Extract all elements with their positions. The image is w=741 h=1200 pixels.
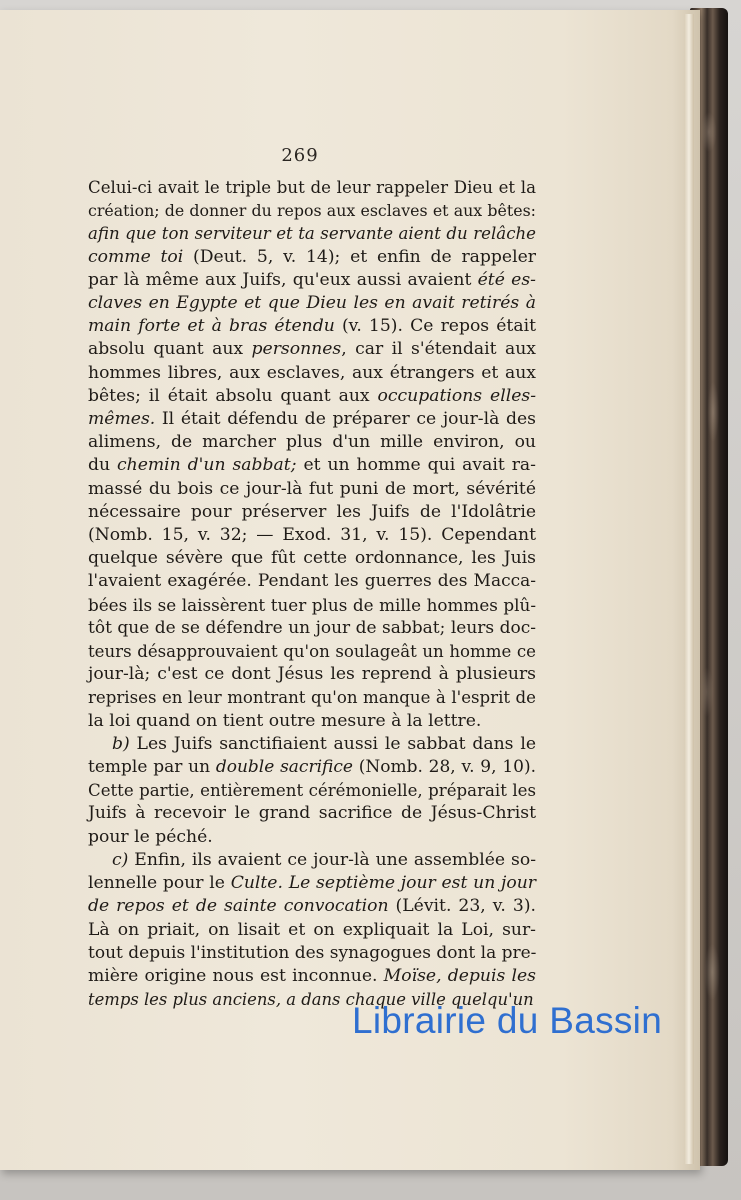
italic-run: Culte. Le septième jour est un jour — [230, 873, 536, 894]
italic-run: comme toi — [88, 246, 184, 267]
text-line — [88, 246, 536, 269]
text-line — [88, 199, 536, 222]
text-run: alimens, de marcher plus d'un mille environ, ou — [88, 432, 536, 453]
text-line — [88, 849, 536, 872]
italic-run: b) — [112, 733, 130, 754]
text-line — [88, 547, 536, 570]
italic-run: c) — [112, 849, 129, 870]
text-line — [88, 176, 536, 199]
text-run: (v. 15). Ce repos était — [334, 316, 536, 337]
text-line — [88, 663, 536, 686]
text-line — [88, 872, 536, 895]
text-line — [88, 478, 536, 501]
text-run: massé du bois ce jour-là fut puni de mort, sévérité — [88, 478, 536, 499]
text-run: Celui-ci avait le triple but de leur rappeler Dieu et la — [88, 178, 536, 197]
text-line — [88, 269, 536, 292]
italic-run: mêmes. — [88, 409, 156, 430]
text-line — [88, 919, 536, 942]
text-run: Il était défendu de préparer ce jour-là des — [155, 409, 536, 430]
text-line — [88, 756, 536, 779]
text-run: temple par un — [88, 757, 216, 778]
text-line — [88, 315, 536, 338]
italic-run: afin que ton serviteur et ta servante aient du relâche — [88, 224, 536, 244]
text-run: bêtes; il était absolu quant aux — [88, 385, 378, 406]
text-line — [88, 686, 536, 709]
body-text — [88, 176, 536, 1011]
text-line — [88, 779, 536, 802]
text-line — [88, 640, 536, 663]
text-run: Cette partie, entièrement cérémonielle, préparait les — [88, 781, 536, 801]
text-run: Là on priait, on lisait et on expliquait la Loi, sur- — [88, 919, 536, 940]
text-line — [88, 710, 536, 733]
text-run: (Nomb. 15, v. 32; — Exod. 31, v. 15). Cependant — [88, 525, 536, 546]
text-line — [88, 802, 536, 825]
text-run: Juifs à recevoir le grand sacrifice de Jésus-Christ — [88, 803, 536, 824]
italic-run: personnes — [251, 339, 342, 360]
italic-run: été es- — [477, 269, 536, 290]
text-run: hommes libres, aux esclaves, aux étrangers et aux — [88, 362, 536, 383]
text-run: bées ils se laissèrent tuer plus de mille hommes plû- — [88, 594, 536, 615]
text-run: (Deut. 5, v. 14); et enfin de rappeler — [183, 246, 536, 267]
text-line — [88, 594, 536, 617]
text-run: , car il s'étendait aux — [341, 339, 536, 360]
text-run: tôt que de se défendre un jour de sabbat; leurs doc- — [88, 617, 536, 638]
text-run: la loi quand on tient outre mesure à la lettre. — [88, 710, 482, 731]
paragraph — [88, 176, 536, 733]
text-line — [88, 292, 536, 315]
text-run: Les Juifs sanctifiaient aussi le sabbat dans le — [129, 733, 536, 754]
text-run: pour le péché. — [88, 826, 213, 847]
text-run: (Lévit. 23, v. 3). — [388, 896, 536, 917]
italic-run: main forte et à bras étendu — [88, 316, 335, 337]
text-run: absolu quant aux — [88, 339, 252, 360]
paragraph — [88, 733, 536, 849]
text-line — [88, 733, 536, 756]
text-line — [88, 895, 536, 918]
italic-run: chemin d'un sabbat; — [117, 455, 297, 476]
italic-run: occupations elles- — [377, 385, 536, 406]
page-edge — [684, 14, 694, 1164]
italic-run: claves en Egypte et que Dieu les en avait retirés à — [88, 293, 536, 314]
text-line — [88, 362, 536, 385]
text-line — [88, 965, 536, 988]
text-run: lennelle pour le — [88, 873, 231, 894]
text-line — [88, 408, 536, 431]
italic-run: de repos et de sainte convocation — [88, 896, 389, 917]
watermark: Librairie du Bassin — [352, 1000, 663, 1041]
page-number: 269 — [281, 145, 319, 166]
text-line — [88, 617, 536, 640]
spine-marbling — [700, 20, 722, 1140]
text-line — [88, 454, 536, 477]
text-run: Enfin, ils avaient ce jour-là une assemblée so- — [128, 849, 536, 870]
text-run: création; de donner du repos aux esclaves et aux bêtes: — [88, 201, 536, 221]
text-run: nécessaire pour préserver les Juifs de l'Idolâtrie — [88, 501, 536, 522]
text-run: teurs désapprouvaient qu'on soulageât un homme ce — [88, 642, 536, 662]
text-line — [88, 942, 536, 965]
text-line — [88, 524, 536, 547]
text-run: jour-là; c'est ce dont Jésus les reprend à plusieurs — [88, 664, 536, 685]
text-line — [88, 222, 536, 245]
text-run: l'avaient exagérée. Pendant les guerres des Macca- — [88, 571, 536, 592]
italic-run: temps les plus anciens, a dans chaque ville quelqu'un — [88, 990, 534, 1010]
text-run: reprises en leur montrant qu'on manque à l'esprit de — [88, 688, 536, 708]
text-line — [88, 826, 536, 849]
paragraph — [88, 849, 536, 1011]
text-line — [88, 501, 536, 524]
text-line — [88, 385, 536, 408]
text-run: par là même aux Juifs, qu'eux aussi avaient — [88, 269, 478, 290]
text-run: et un homme qui avait ra- — [296, 455, 536, 476]
text-line — [88, 570, 536, 593]
text-run: (Nomb. 28, v. 9, 10). — [352, 757, 536, 778]
text-run: mière origine nous est inconnue. — [88, 965, 384, 986]
text-line — [88, 431, 536, 454]
text-run: du — [88, 455, 118, 476]
text-run: tout depuis l'institution des synagogues dont la pre- — [88, 942, 537, 963]
italic-run: double sacrifice — [215, 757, 353, 778]
italic-run: Moïse, depuis les — [383, 965, 536, 986]
text-line — [88, 338, 536, 361]
text-run: quelque sévère que fût cette ordonnance, les Juis — [88, 548, 536, 569]
